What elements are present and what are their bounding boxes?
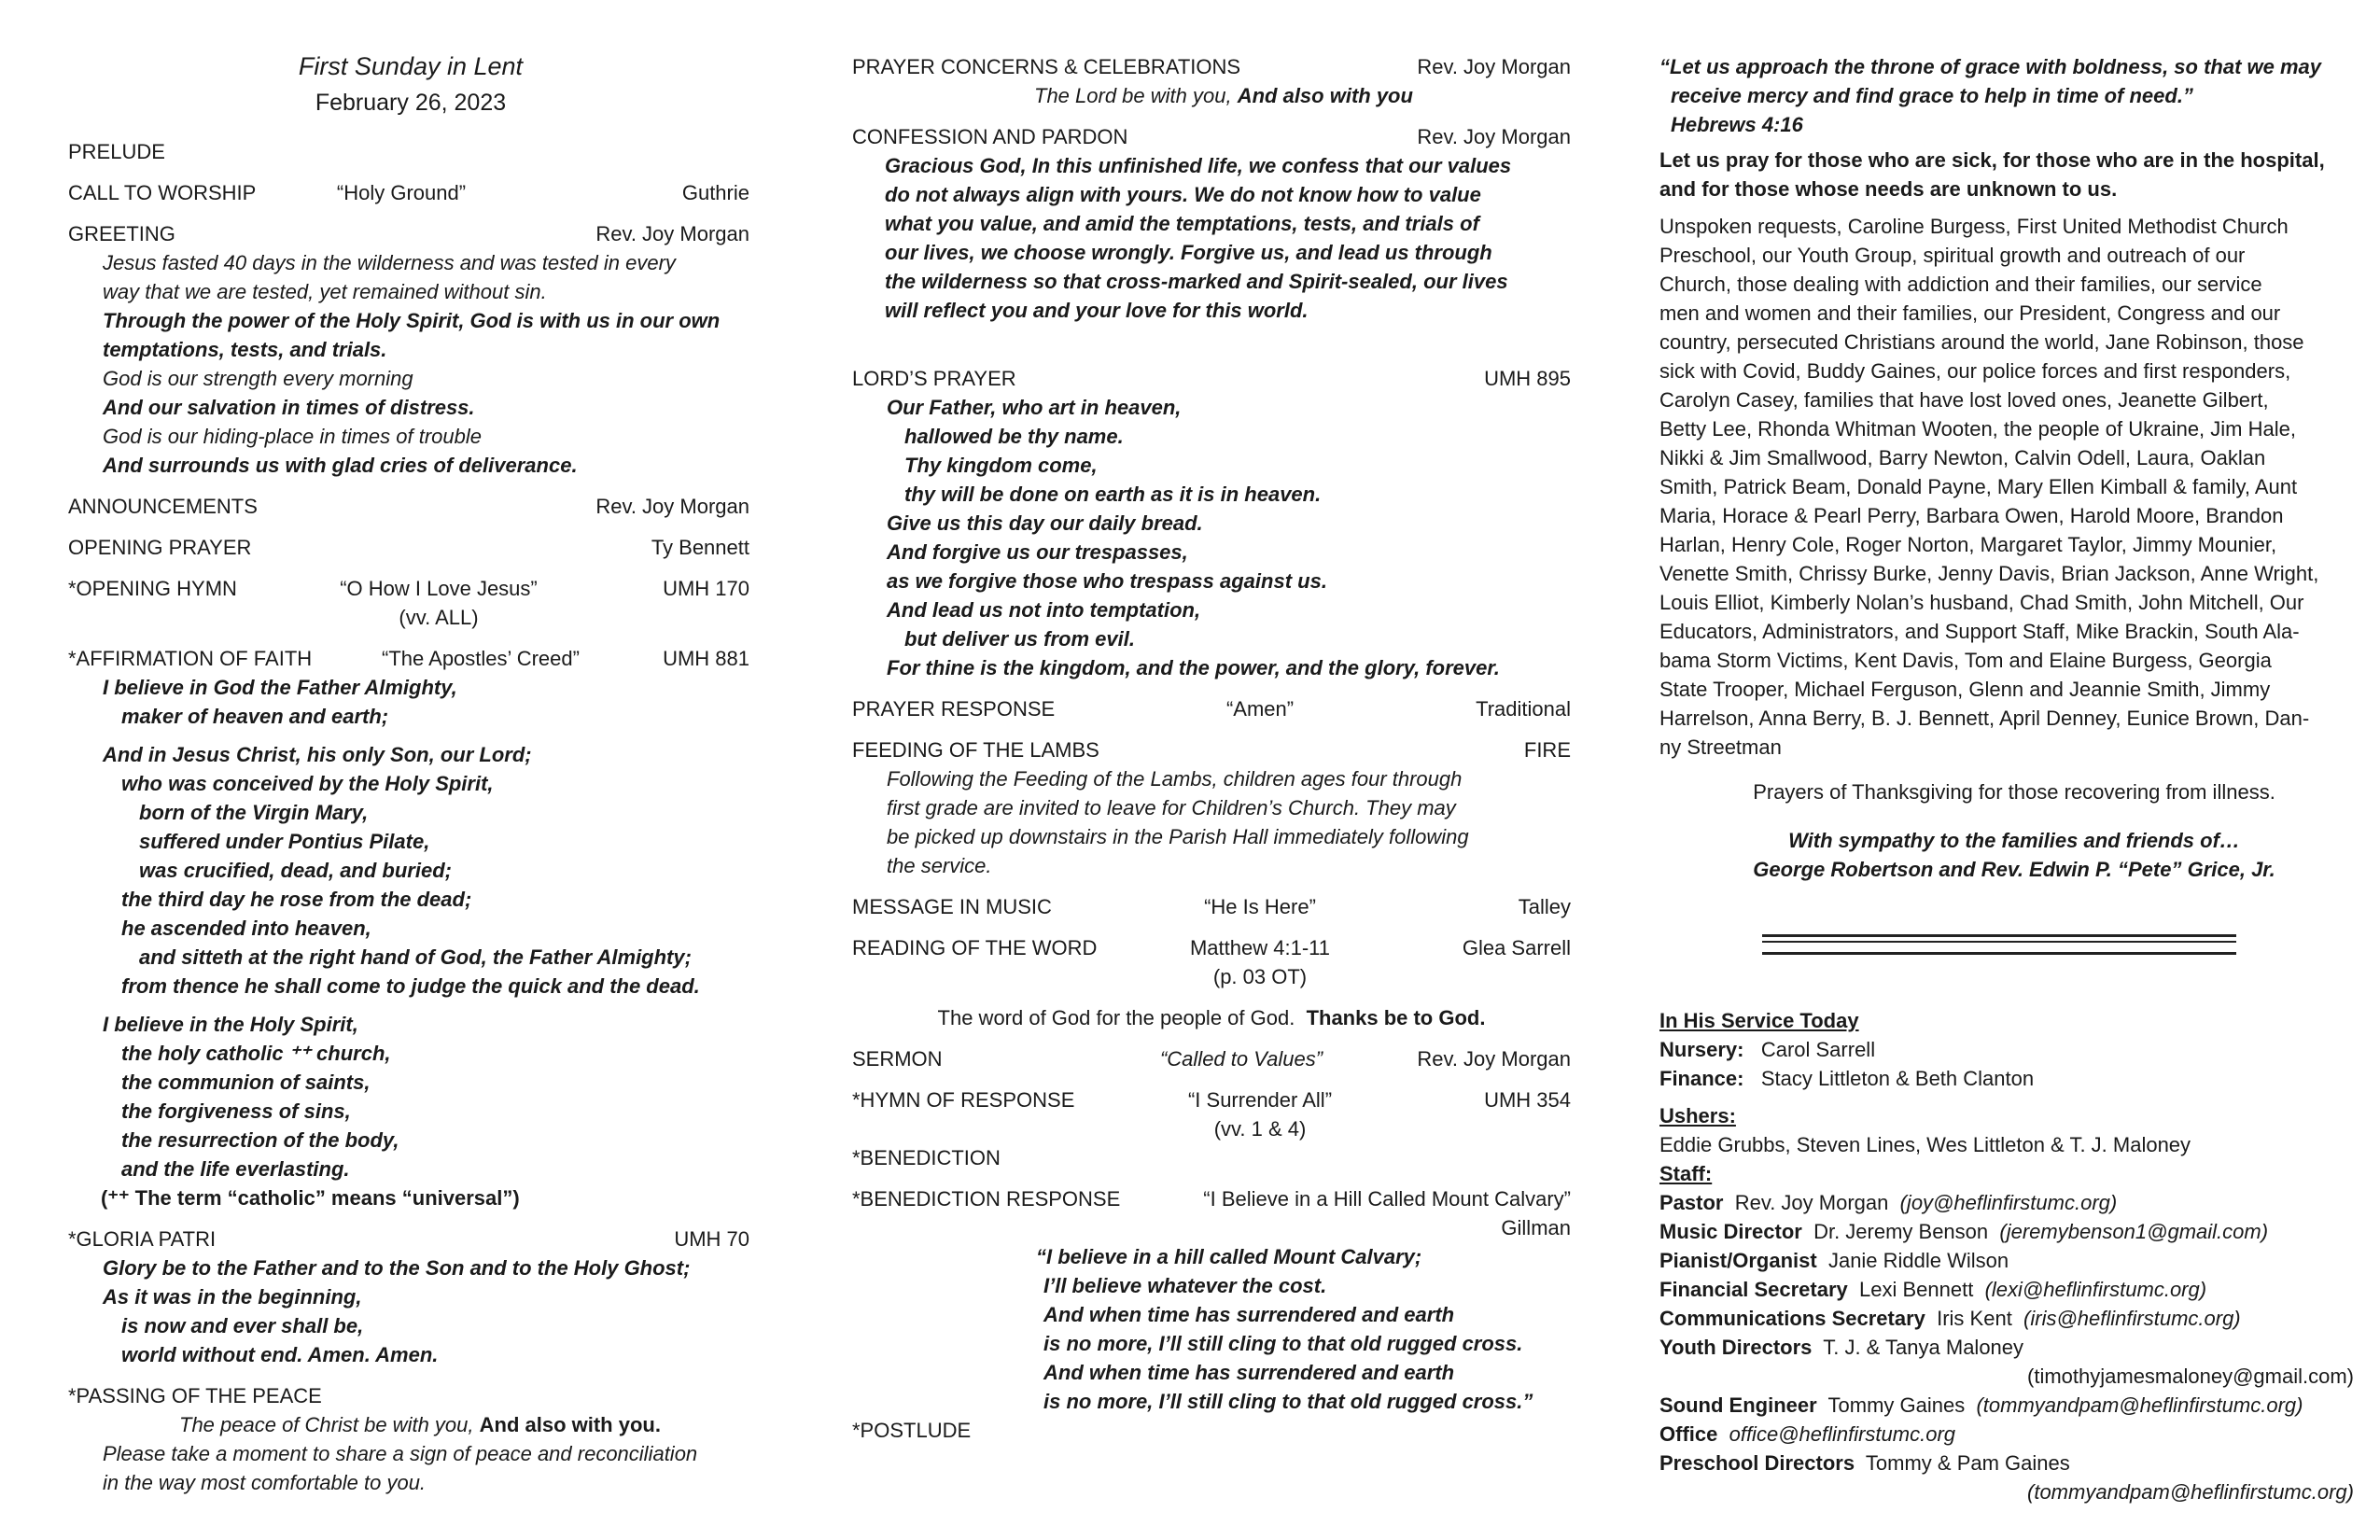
creed-line: was crucified, dead, and buried; <box>139 859 452 882</box>
creed-line: the holy catholic ⁺⁺ church, <box>121 1042 391 1065</box>
reading-word-page: (p. 03 OT) <box>1212 965 1308 988</box>
preschool-directors-email[interactable]: (tommyandpam@heflinfirstumc.org) <box>2027 1480 2354 1504</box>
greeting-line: God is our hiding-place in times of trouble <box>103 425 482 448</box>
benediction-response-composer: Gillman <box>1501 1216 1571 1239</box>
benediction-response-line: And when time has surrendered and earth <box>1043 1361 1455 1384</box>
benediction-response-title: “I Believe in a Hill Called Mount Calvary” <box>1203 1187 1571 1211</box>
creed-line: the forgiveness of sins, <box>121 1099 351 1123</box>
page-title: First Sunday in Lent <box>298 52 524 80</box>
lords-prayer-line: Our Father, who art in heaven, <box>887 396 1182 419</box>
feeding-lambs-line: first grade are invited to leave for Children’s Church. They may <box>887 796 1456 819</box>
announcements-label: ANNOUNCEMENTS <box>68 495 258 518</box>
peace-instruction: Please take a moment to share a sign of peace and reconciliation <box>103 1442 698 1465</box>
staff-role: Financial Secretary <box>1659 1278 1848 1301</box>
announcements-leader: Rev. Joy Morgan <box>595 495 749 518</box>
creed-line: the third day he rose from the dead; <box>121 888 472 911</box>
greeting-line: way that we are tested, yet remained without sin. <box>103 280 547 303</box>
staff-name: Iris Kent <box>1937 1307 2012 1330</box>
benediction-response-line: “I believe in a hill called Mount Calvary; <box>1036 1245 1422 1268</box>
staff-name: Rev. Joy Morgan <box>1734 1191 1889 1214</box>
prayer-request-line: Betty Lee, Rhonda Whitman Wooten, the people of Ukraine, Jim Hale, <box>1659 417 2296 441</box>
confession-line: do not always align with yours. We do not know how to value <box>885 183 1481 206</box>
prayer-request-line: sick with Covid, Buddy Gaines, our police forces and first responders, <box>1659 359 2291 383</box>
gloria-patri-label: *GLORIA PATRI <box>68 1227 217 1251</box>
prayer-request-line: Preschool, our Youth Group, spiritual growth and outreach of our <box>1659 244 2246 267</box>
prayer-intro-line: and for those whose needs are unknown to us. <box>1659 177 2118 201</box>
staff-role: Youth Directors <box>1659 1336 1813 1359</box>
confession-line: our lives, we choose wrongly. Forgive us, and lead us through <box>885 241 1492 264</box>
confession-line: will reflect you and your love for this world. <box>885 299 1309 322</box>
greeting-label: GREETING <box>68 222 175 245</box>
prayer-request-line: State Trooper, Michael Ferguson, Glenn and Jeannie Smith, Jimmy <box>1659 678 2271 701</box>
service-heading: In His Service Today <box>1659 1009 1859 1032</box>
staff-row <box>1659 1391 2303 1420</box>
prayer-request-line: bama Storm Victims, Kent Davis, Tom and Elaine Burgess, Georgia <box>1659 649 2272 672</box>
creed-line: I believe in the Holy Spirit, <box>103 1013 358 1036</box>
peace-line <box>179 1410 661 1439</box>
staff-email[interactable]: (joy@heflinfirstumc.org) <box>1899 1191 2118 1214</box>
gloria-patri-number: UMH 70 <box>674 1227 749 1251</box>
opening-hymn-number: UMH 170 <box>663 577 749 600</box>
prayer-request-line: country, persecuted Christians around the world, Jane Robinson, those <box>1659 330 2304 354</box>
passing-peace-label: *PASSING OF THE PEACE <box>68 1384 322 1407</box>
lords-prayer-label: LORD’S PRAYER <box>852 367 1016 390</box>
call-to-worship-title: “Holy Ground” <box>336 181 467 204</box>
staff-role: Pianist/Organist <box>1659 1249 1817 1272</box>
youth-directors-email[interactable]: (timothyjamesmaloney@gmail.com) <box>2027 1365 2354 1388</box>
staff-name: Tommy Gaines <box>1827 1393 1966 1417</box>
word-of-god-response: Thanks be to God. <box>1306 1006 1486 1029</box>
scripture-quote-reference: Hebrews 4:16 <box>1671 113 1803 136</box>
greeting-response: And surrounds us with glad cries of deliverance. <box>103 454 578 477</box>
prayer-concerns-line <box>1034 81 1413 110</box>
gloria-line: is now and ever shall be, <box>121 1314 364 1337</box>
lords-prayer-line: hallowed be thy name. <box>904 425 1124 448</box>
prayer-request-line: Church, those dealing with addiction and their families, our service <box>1659 273 2262 296</box>
prayer-request-line: Louis Elliot, Kimberly Nolan’s husband, Chad Smith, John Mitchell, Our <box>1659 591 2304 614</box>
greeting-line: Jesus fasted 40 days in the wilderness and was tested in every <box>103 251 676 274</box>
benediction-response-line: And when time has surrendered and earth <box>1043 1303 1455 1326</box>
feeding-lambs-line: be picked up downstairs in the Parish Hall immediately following <box>887 825 1469 848</box>
prayer-request-line: Venette Smith, Chrissy Burke, Jenny Davis, Brian Jackson, Anne Wright, <box>1659 562 2319 585</box>
prayer-request-line: Nikki & Jim Smallwood, Barry Newton, Calvin Odell, Laura, Oaklan <box>1659 446 2266 469</box>
feeding-lambs-leader: FIRE <box>1523 738 1571 762</box>
nursery-label: Nursery: <box>1659 1038 1744 1061</box>
staff-role: Communications Secretary <box>1659 1307 1925 1330</box>
hymn-response-title: “I Surrender All” <box>1187 1088 1333 1112</box>
prayer-request-line: men and women and their families, our President, Congress and our <box>1659 301 2281 325</box>
lords-prayer-line: Thy kingdom come, <box>904 454 1098 477</box>
benediction-response-line: is no more, I’ll still cling to that old rugged cross. <box>1043 1332 1523 1355</box>
reading-word-scripture: Matthew 4:1-11 <box>1189 936 1330 959</box>
staff-role: Preschool Directors <box>1659 1451 1855 1475</box>
creed-line: and sitteth at the right hand of God, the Father Almighty; <box>139 945 692 969</box>
thanksgiving-line: Prayers of Thanksgiving for those recovering from illness. <box>1753 780 2275 804</box>
message-music-label: MESSAGE IN MUSIC <box>852 895 1052 918</box>
creed-line: who was conceived by the Holy Spirit, <box>121 772 494 795</box>
benediction-response-line: I’ll believe whatever the cost. <box>1043 1274 1327 1297</box>
benediction-response-label: *BENEDICTION RESPONSE <box>852 1187 1121 1211</box>
creed-line: maker of heaven and earth; <box>121 705 389 728</box>
creed-line: And in Jesus Christ, his only Son, our Lord; <box>103 743 532 766</box>
nursery-value: Carol Sarrell <box>1760 1038 1876 1061</box>
peace-call: The peace of Christ be with you, <box>179 1413 474 1436</box>
prayer-concerns-call: The Lord be with you, <box>1034 84 1232 107</box>
prayer-request-line: Unspoken requests, Caroline Burgess, First United Methodist Church <box>1659 215 2289 238</box>
lords-prayer-number: UMH 895 <box>1484 367 1571 390</box>
creed-line: suffered under Pontius Pilate, <box>139 830 430 853</box>
creed-line: born of the Virgin Mary, <box>139 801 369 824</box>
greeting-leader: Rev. Joy Morgan <box>595 222 749 245</box>
hymn-response-number: UMH 354 <box>1484 1088 1571 1112</box>
opening-hymn-title: “O How I Love Jesus” <box>340 577 538 600</box>
reading-word-label: READING OF THE WORD <box>852 936 1098 959</box>
section-divider <box>1762 934 2236 955</box>
sermon-title: “Called to Values” <box>1159 1047 1323 1071</box>
confession-line: what you value, and amid the temptations, tests, and trials of <box>885 212 1479 235</box>
sermon-label: SERMON <box>852 1047 943 1071</box>
word-of-god-line <box>852 1003 1571 1032</box>
call-to-worship-composer: Guthrie <box>681 181 749 204</box>
staff-row <box>1659 1333 2023 1362</box>
creed-line: he ascended into heaven, <box>121 917 371 940</box>
lords-prayer-line: For thine is the kingdom, and the power, and the glory, forever. <box>887 656 1500 679</box>
opening-hymn-verses: (vv. ALL) <box>399 606 479 629</box>
affirmation-label: *AFFIRMATION OF FAITH <box>68 647 313 670</box>
prayer-request-line: ny Streetman <box>1659 735 1782 759</box>
reading-word-reader: Glea Sarrell <box>1462 936 1571 959</box>
greeting-response: temptations, tests, and trials. <box>103 338 387 361</box>
lords-prayer-line: but deliver us from evil. <box>904 627 1135 651</box>
sympathy-line: With sympathy to the families and friends of… <box>1788 829 2240 852</box>
ushers-label: Ushers: <box>1659 1104 1736 1127</box>
staff-email[interactable]: office@heflinfirstumc.org <box>1729 1422 1956 1446</box>
creed-line: from thence he shall come to judge the quick and the dead. <box>121 974 700 998</box>
lords-prayer-line: And lead us not into temptation, <box>887 598 1201 622</box>
scripture-quote-line: receive mercy and find grace to help in time of need.” <box>1671 84 2193 107</box>
staff-row <box>1659 1304 2241 1333</box>
staff-role: Sound Engineer <box>1659 1393 1817 1417</box>
confession-line: the wilderness so that cross-marked and Spirit-sealed, our lives <box>885 270 1508 293</box>
confession-leader: Rev. Joy Morgan <box>1417 125 1571 148</box>
sermon-preacher: Rev. Joy Morgan <box>1417 1047 1571 1071</box>
prayer-response-label: PRAYER RESPONSE <box>852 697 1056 721</box>
prayer-intro-line: Let us pray for those who are sick, for those who are in the hospital, <box>1659 148 2325 172</box>
lords-prayer-line: thy will be done on earth as it is in heaven. <box>904 483 1322 506</box>
prayer-request-line: Harlan, Henry Cole, Roger Norton, Margaret Taylor, Jimmy Mounier, <box>1659 533 2277 556</box>
staff-name: Janie Riddle Wilson <box>1827 1249 2009 1272</box>
staff-name: Tommy & Pam Gaines <box>1865 1451 2070 1475</box>
prayer-request-line: Smith, Patrick Beam, Donald Payne, Mary Ellen Kimball & family, Aunt <box>1659 475 2298 498</box>
gloria-line: world without end. Amen. Amen. <box>121 1343 439 1366</box>
prayer-response-title: “Amen” <box>1225 697 1295 721</box>
feeding-lambs-line: the service. <box>887 854 992 877</box>
prayer-concerns-label: PRAYER CONCERNS & CELEBRATIONS <box>852 55 1241 78</box>
ushers-value: Eddie Grubbs, Steven Lines, Wes Littleton & T. J. Maloney <box>1659 1133 2191 1156</box>
gloria-line: Glory be to the Father and to the Son and to the Holy Ghost; <box>103 1256 691 1280</box>
gloria-line: As it was in the beginning, <box>103 1285 362 1309</box>
creed-line: and the life everlasting. <box>121 1157 350 1181</box>
staff-email[interactable]: (iris@heflinfirstumc.org) <box>2023 1307 2241 1330</box>
sympathy-line: George Robertson and Rev. Edwin P. “Pete” Grice, Jr. <box>1753 858 2275 881</box>
greeting-line: God is our strength every morning <box>103 367 413 390</box>
staff-row <box>1659 1449 2070 1477</box>
staff-email[interactable]: (lexi@heflinfirstumc.org) <box>1984 1278 2207 1301</box>
creed-line: the resurrection of the body, <box>121 1128 399 1152</box>
staff-row <box>1659 1246 2009 1275</box>
staff-role: Pastor <box>1659 1191 1724 1214</box>
staff-name: Lexi Bennett <box>1859 1278 1974 1301</box>
feeding-lambs-label: FEEDING OF THE LAMBS <box>852 738 1099 762</box>
prayer-request-line: Maria, Horace & Pearl Perry, Barbara Owen, Harold Moore, Brandon <box>1659 504 2284 527</box>
greeting-response: And our salvation in times of distress. <box>103 396 475 419</box>
benediction-response-line: is no more, I’ll still cling to that old rugged cross.” <box>1043 1390 1533 1413</box>
prelude-label: PRELUDE <box>68 140 165 163</box>
affirmation-number: UMH 881 <box>663 647 749 670</box>
finance-row <box>1659 1064 2034 1093</box>
creed-footnote: (⁺⁺ The term “catholic” means “universal”) <box>101 1186 520 1210</box>
prayer-request-line: Educators, Administrators, and Support Staff, Mike Brackin, South Ala- <box>1659 620 2300 643</box>
affirmation-title: “The Apostles’ Creed” <box>382 647 580 670</box>
prayer-request-line: Harrelson, Anna Berry, B. J. Bennett, April Denney, Eunice Brown, Dan- <box>1659 707 2310 730</box>
staff-name: Dr. Jeremy Benson <box>1813 1220 1989 1243</box>
postlude-label: *POSTLUDE <box>852 1419 972 1442</box>
staff-email[interactable]: (tommyandpam@heflinfirstumc.org) <box>1976 1393 2303 1417</box>
feeding-lambs-line: Following the Feeding of the Lambs, children ages four through <box>887 767 1463 791</box>
call-to-worship-label: CALL TO WORSHIP <box>68 181 257 204</box>
nursery-row <box>1659 1035 1875 1064</box>
creed-line: I believe in God the Father Almighty, <box>103 676 457 699</box>
confession-label: CONFESSION AND PARDON <box>852 125 1128 148</box>
finance-label: Finance: <box>1659 1067 1744 1090</box>
lords-prayer-line: as we forgive those who trespass against us. <box>887 569 1327 593</box>
hymn-response-verses: (vv. 1 & 4) <box>1213 1117 1307 1141</box>
prayer-concerns-response: And also with you <box>1237 84 1413 107</box>
staff-role: Music Director <box>1659 1220 1802 1243</box>
opening-hymn-label: *OPENING HYMN <box>68 577 237 600</box>
lords-prayer-line: And forgive us our trespasses, <box>887 540 1188 564</box>
staff-label: Staff: <box>1659 1162 1713 1185</box>
greeting-response: Through the power of the Holy Spirit, God is with us in our own <box>103 309 721 332</box>
opening-prayer-label: OPENING PRAYER <box>68 536 252 559</box>
finance-value: Stacy Littleton & Beth Clanton <box>1760 1067 2035 1090</box>
staff-name: T. J. & Tanya Maloney <box>1823 1336 2024 1359</box>
benediction-label: *BENEDICTION <box>852 1146 1001 1169</box>
prayer-request-line: Carolyn Casey, families that have lost loved ones, Jeanette Gilbert, <box>1659 388 2269 412</box>
scripture-quote-line: “Let us approach the throne of grace with boldness, so that we may <box>1659 55 2322 78</box>
service-date: February 26, 2023 <box>315 90 507 116</box>
staff-row <box>1659 1420 1955 1449</box>
opening-prayer-leader: Ty Bennett <box>651 536 749 559</box>
staff-role: Office <box>1659 1422 1718 1446</box>
word-of-god-call: The word of God for the people of God. <box>937 1006 1295 1029</box>
prayer-concerns-leader: Rev. Joy Morgan <box>1417 55 1571 78</box>
message-music-composer: Talley <box>1518 895 1571 918</box>
staff-row <box>1659 1275 2206 1304</box>
prayer-response-source: Traditional <box>1476 697 1571 721</box>
creed-line: the communion of saints, <box>121 1071 371 1094</box>
staff-row <box>1659 1217 2268 1246</box>
hymn-response-label: *HYMN OF RESPONSE <box>852 1088 1075 1112</box>
peace-response: And also with you. <box>479 1413 661 1436</box>
peace-instruction: in the way most comfortable to you. <box>103 1471 427 1494</box>
lords-prayer-line: Give us this day our daily bread. <box>887 511 1203 535</box>
staff-row <box>1659 1188 2117 1217</box>
confession-line: Gracious God, In this unfinished life, we confess that our values <box>885 154 1512 177</box>
message-music-title: “He Is Here” <box>1204 895 1316 918</box>
staff-email[interactable]: (jeremybenson1@gmail.com) <box>1999 1220 2269 1243</box>
